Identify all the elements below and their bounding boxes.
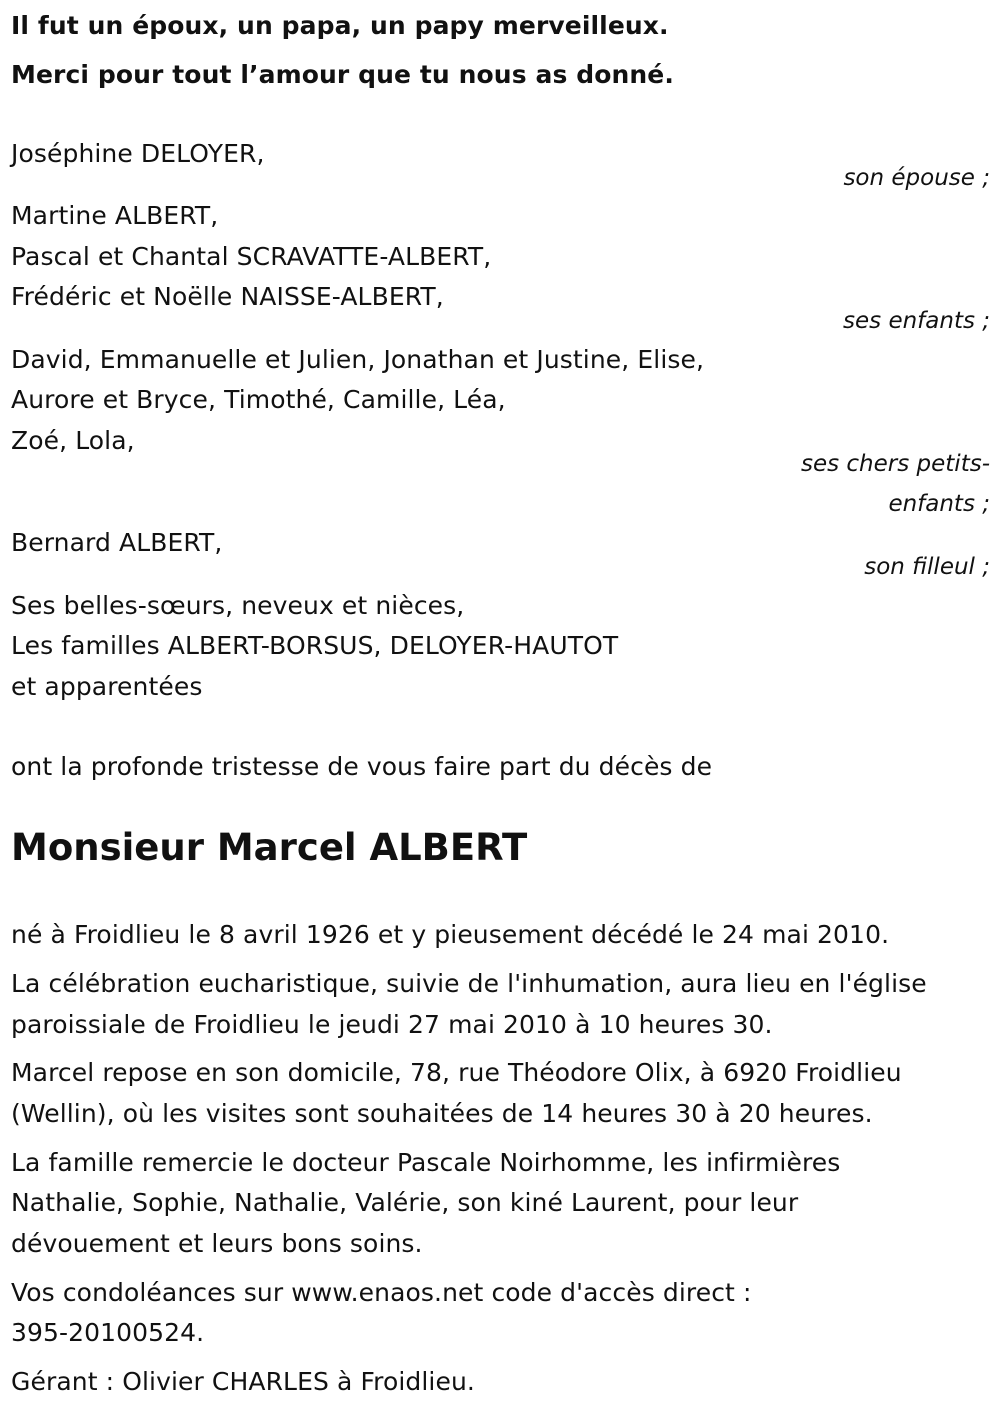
thanks-line-2: Nathalie, Sophie, Nathalie, Valérie, son kiné Laurent, pour leur: [11, 1188, 799, 1217]
godson-name: Bernard ALBERT,: [11, 528, 223, 557]
spouse-name: Joséphine DELOYER,: [11, 139, 265, 168]
grandchild-line-2: Aurore et Bryce, Timothé, Camille, Léa,: [11, 385, 506, 414]
deceased-name: Monsieur Marcel ALBERT: [11, 826, 528, 869]
grandchildren-role-2: enfants ;: [888, 491, 990, 517]
children-role: ses enfants ;: [843, 308, 990, 334]
condolences-line-2: 395-20100524.: [11, 1318, 205, 1347]
condolences-line-1: Vos condoléances sur www.enaos.net code d'accès direct :: [11, 1278, 752, 1307]
others-line-1: Ses belles-sœurs, neveux et nièces,: [11, 591, 465, 620]
child-line-3: Frédéric et Noëlle NAISSE-ALBERT,: [11, 282, 444, 311]
manager-line: Gérant : Olivier CHARLES à Froidlieu.: [11, 1367, 475, 1396]
announcement: ont la profonde tristesse de vous faire part du décès de: [11, 752, 713, 781]
spouse-role: son épouse ;: [843, 165, 990, 191]
rest-line-1: Marcel repose en son domicile, 78, rue Théodore Olix, à 6920 Froidlieu: [11, 1058, 902, 1087]
rest-line-2: (Wellin), où les visites sont souhaitées de 14 heures 30 à 20 heures.: [11, 1099, 873, 1128]
child-line-2: Pascal et Chantal SCRAVATTE-ALBERT,: [11, 242, 492, 271]
header-line-1: Il fut un époux, un papa, un papy merveilleux.: [11, 11, 669, 40]
grandchild-line-3: Zoé, Lola,: [11, 426, 135, 455]
ceremony-line-1: La célébration eucharistique, suivie de l'inhumation, aura lieu en l'église: [11, 969, 927, 998]
birth-death-line: né à Froidlieu le 8 avril 1926 et y pieusement décédé le 24 mai 2010.: [11, 920, 890, 949]
others-line-3: et apparentées: [11, 672, 203, 701]
header-line-2: Merci pour tout l’amour que tu nous as donné.: [11, 60, 674, 89]
thanks-line-1: La famille remercie le docteur Pascale Noirhomme, les infirmières: [11, 1148, 841, 1177]
child-line-1: Martine ALBERT,: [11, 201, 219, 230]
thanks-line-3: dévouement et leurs bons soins.: [11, 1229, 423, 1258]
grandchildren-role-1: ses chers petits-: [800, 451, 990, 477]
others-line-2: Les familles ALBERT-BORSUS, DELOYER-HAUTOT: [11, 631, 619, 660]
godson-role: son filleul ;: [864, 554, 990, 580]
grandchild-line-1: David, Emmanuelle et Julien, Jonathan et Justine, Elise,: [11, 345, 705, 374]
ceremony-line-2: paroissiale de Froidlieu le jeudi 27 mai 2010 à 10 heures 30.: [11, 1010, 773, 1039]
